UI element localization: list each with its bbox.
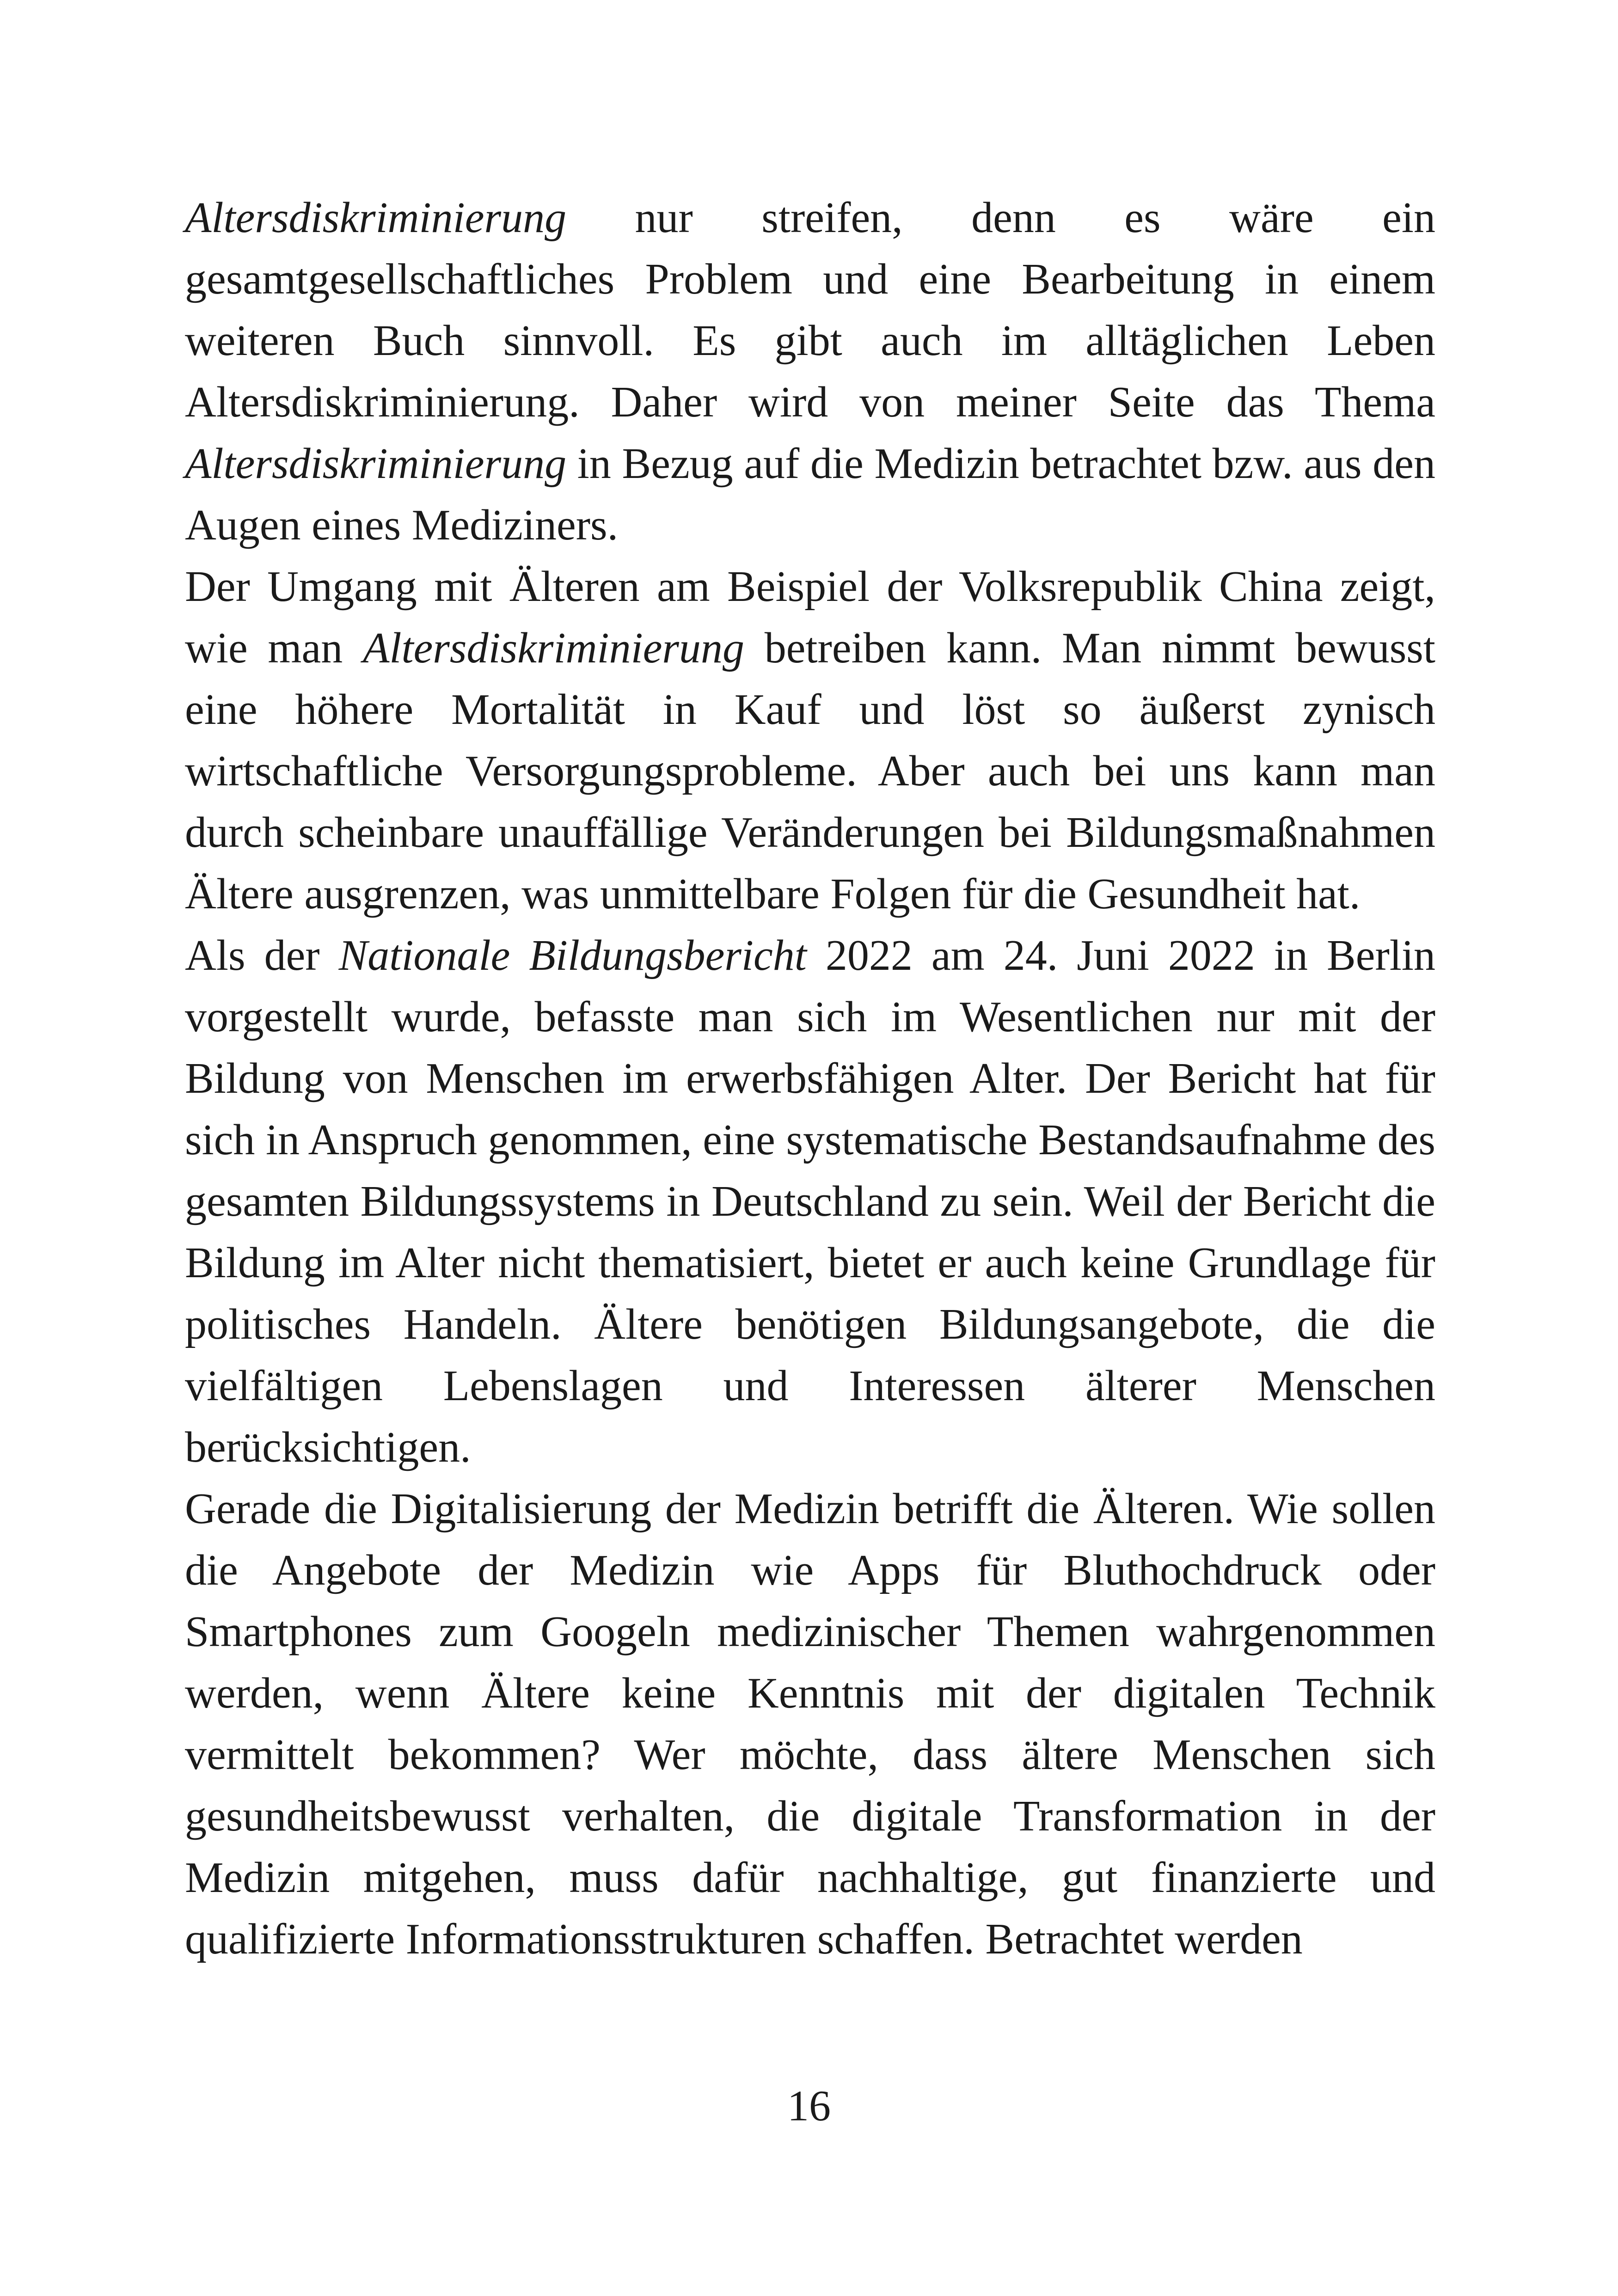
text-run: Der Umgang mit Älteren am Beispiel der Volksrepublik China zeigt, wie man xyxy=(185,563,1435,672)
page-number: 16 xyxy=(787,2082,831,2130)
paragraph xyxy=(185,187,1435,556)
italic-term: Altersdiskriminierung xyxy=(185,194,567,242)
text-run: Als der xyxy=(185,931,339,980)
paragraph xyxy=(185,556,1435,925)
paragraph xyxy=(185,1478,1435,1970)
text-run: nur streifen, denn es wäre ein gesamtgesellschaftliches Problem und eine Bearbeitung in einem weiteren Buch sinnvoll. Es gibt auch im alltäglichen Leben Altersdiskriminierung. Daher wird von meiner Seite das Thema xyxy=(185,194,1435,426)
italic-term: Altersdiskriminierung xyxy=(362,624,745,672)
text-run: Gerade die Digitalisierung der Medizin betrifft die Älteren. Wie sollen die Angebote der Medizin wie Apps für Bluthochdruck oder Smartphones zum Googeln medizinischer Themen wahrgenommen werden, wenn Ältere keine Kenntnis mit der digitalen Technik vermittelt bekommen? Wer möchte, dass ältere Menschen sich gesundheitsbewusst verhalten, die digitale Transformation in der Medizin mitgehen, muss dafür nachhaltige, gut finanzierte und qualifizierte Informationsstrukturen schaffen. Betrachtet werden xyxy=(185,1485,1435,1963)
paragraph xyxy=(185,925,1435,1478)
text-run: in Bezug auf die Medizin betrachtet bzw. aus den Augen eines Mediziners. xyxy=(185,440,1435,549)
italic-term: Altersdiskriminierung xyxy=(185,440,567,488)
text-run: betreiben kann. Man nimmt bewusst eine höhere Mortalität in Kauf und löst so äußerst zynisch wirtschaftliche Versorgungsprobleme. Aber auch bei uns kann man durch scheinbare unauffällige Veränderungen bei Bildungsmaßnahmen Ältere ausgrenzen, was unmittelbare Folgen für die Gesundheit hat. xyxy=(185,624,1436,918)
italic-term: Nationale Bildungsbericht xyxy=(338,931,807,980)
text-run: 2022 am 24. Juni 2022 in Berlin vorgestellt wurde, befasste man sich im Wesentlichen nur mit der Bildung von Menschen im erwerbsfähigen Alter. Der Bericht hat für sich in Anspruch genommen, eine systematische Bestandsaufnahme des gesamten Bildungssystems in Deutschland zu sein. Weil der Bericht die Bildung im Alter nicht thematisiert, bietet er auch keine Grundlage für politisches Handeln. Ältere benötigen Bildungsangebote, die die vielfältigen Lebenslagen und Interessen älterer Menschen berücksichtigen. xyxy=(185,931,1435,1471)
body-text xyxy=(185,187,1435,1970)
